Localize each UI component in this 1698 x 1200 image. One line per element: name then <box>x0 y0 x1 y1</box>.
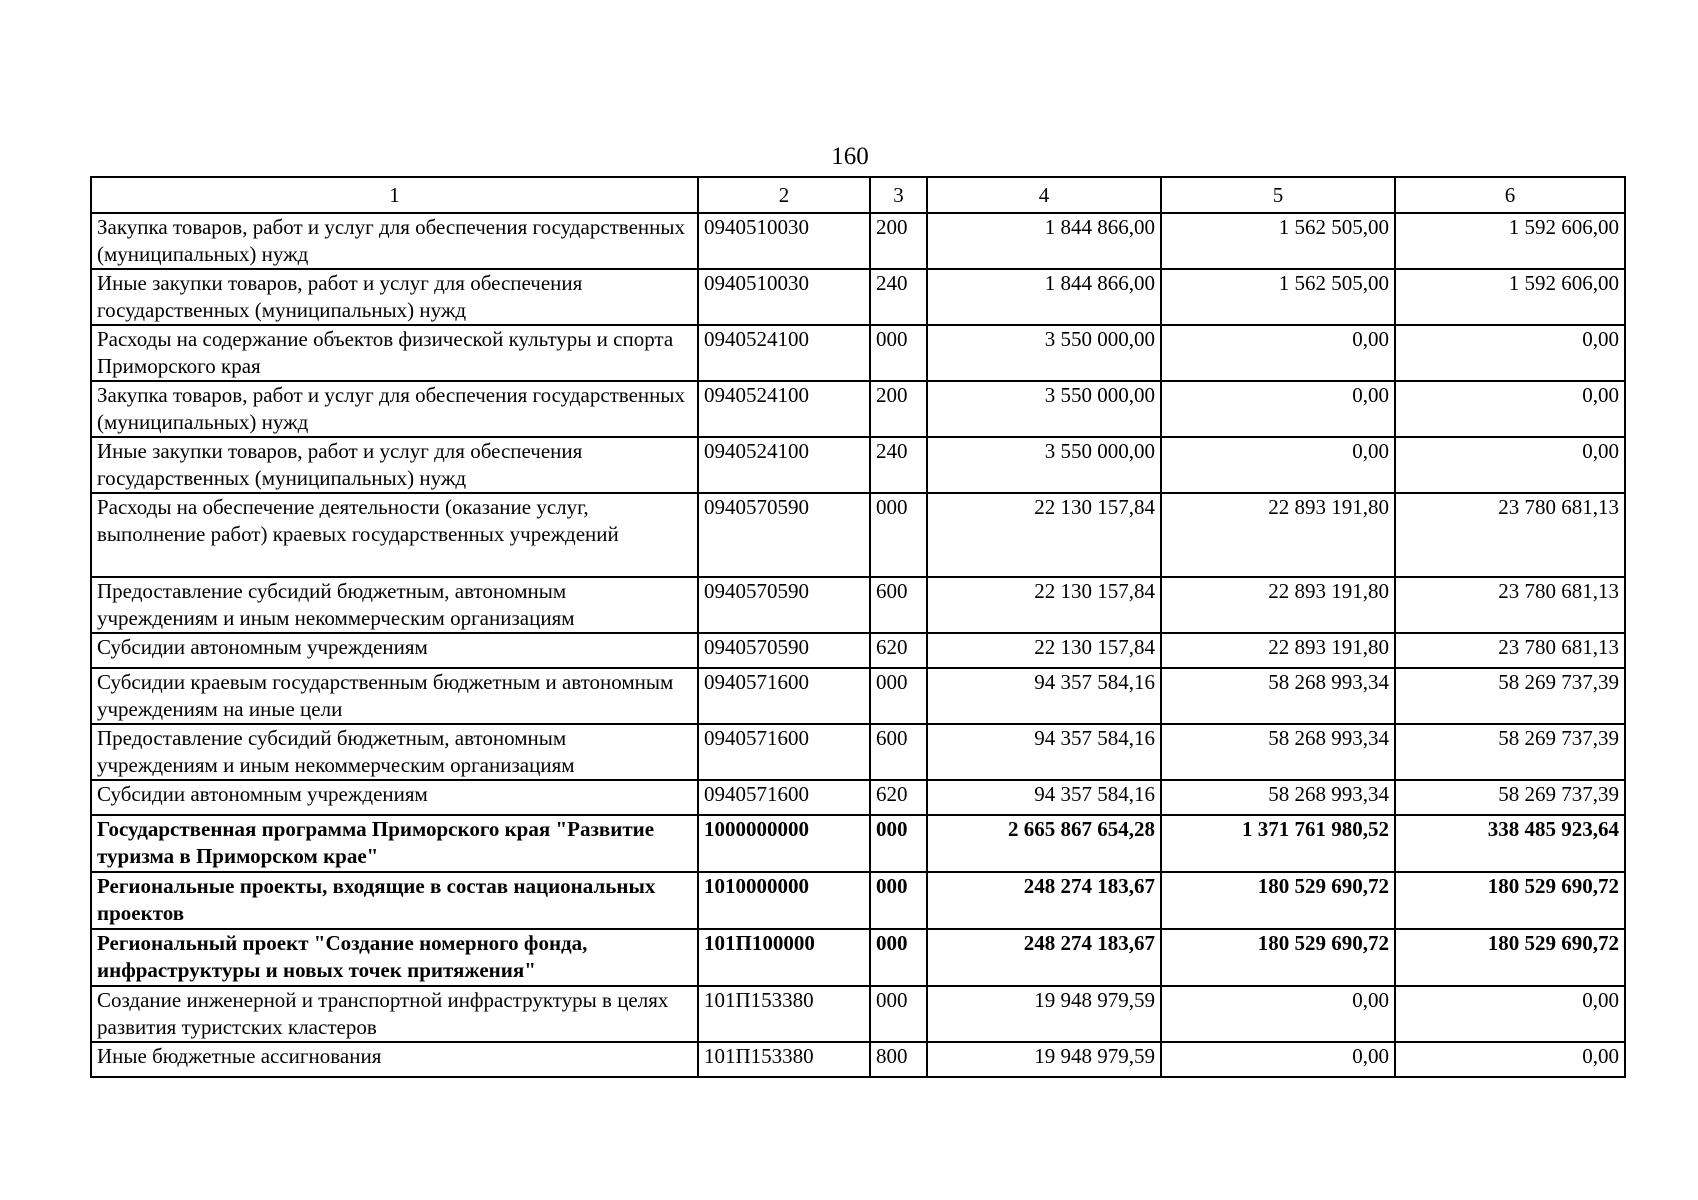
column-header: 5 <box>1161 177 1395 213</box>
row-value-col4-cell: 19 948 979,59 <box>927 1042 1161 1077</box>
row-value-col6-cell: 58 269 737,39 <box>1395 724 1625 780</box>
row-value-col4-cell: 94 357 584,16 <box>927 668 1161 724</box>
row-value-col6-cell: 180 529 690,72 <box>1395 872 1625 929</box>
row-code-cell: 0940571600 <box>698 668 870 724</box>
row-code-cell: 101П153380 <box>698 1042 870 1077</box>
table-header-row <box>91 177 1625 213</box>
table-row <box>91 381 1625 437</box>
table-row <box>91 493 1625 577</box>
row-type-cell: 200 <box>870 381 927 437</box>
row-type-cell: 000 <box>870 815 927 872</box>
row-code-cell: 0940524100 <box>698 437 870 493</box>
table-row <box>91 668 1625 724</box>
row-type-cell: 240 <box>870 437 927 493</box>
row-name-cell: Иные закупки товаров, работ и услуг для обеспечения государственных (муниципальных) нужд <box>91 437 698 493</box>
row-value-col6-cell: 0,00 <box>1395 381 1625 437</box>
table-row <box>91 986 1625 1042</box>
row-type-cell: 600 <box>870 724 927 780</box>
row-name-cell: Иные закупки товаров, работ и услуг для обеспечения государственных (муниципальных) нужд <box>91 269 698 325</box>
row-name-cell: Предоставление субсидий бюджетным, автономным учреждениям и иным некоммерческим организациям <box>91 577 698 633</box>
row-value-col4-cell: 19 948 979,59 <box>927 986 1161 1042</box>
row-value-col4-cell: 248 274 183,67 <box>927 929 1161 986</box>
row-name-cell: Иные бюджетные ассигнования <box>91 1042 698 1077</box>
row-name-cell: Создание инженерной и транспортной инфраструктуры в целях развития туристских кластеров <box>91 986 698 1042</box>
row-value-col4-cell: 3 550 000,00 <box>927 325 1161 381</box>
budget-table <box>90 176 1626 1078</box>
row-value-col5-cell: 58 268 993,34 <box>1161 724 1395 780</box>
table-body <box>91 213 1625 1077</box>
row-value-col4-cell: 22 130 157,84 <box>927 633 1161 668</box>
row-code-cell: 0940570590 <box>698 493 870 577</box>
table-row <box>91 213 1625 269</box>
row-value-col4-cell: 3 550 000,00 <box>927 381 1161 437</box>
row-value-col5-cell: 180 529 690,72 <box>1161 872 1395 929</box>
row-value-col5-cell: 1 562 505,00 <box>1161 213 1395 269</box>
row-type-cell: 000 <box>870 986 927 1042</box>
row-value-col4-cell: 22 130 157,84 <box>927 493 1161 577</box>
row-value-col5-cell: 1 371 761 980,52 <box>1161 815 1395 872</box>
table-row <box>91 724 1625 780</box>
row-value-col5-cell: 180 529 690,72 <box>1161 929 1395 986</box>
row-code-cell: 0940570590 <box>698 577 870 633</box>
row-value-col5-cell: 22 893 191,80 <box>1161 493 1395 577</box>
row-value-col5-cell: 0,00 <box>1161 437 1395 493</box>
row-value-col6-cell: 1 592 606,00 <box>1395 213 1625 269</box>
row-value-col4-cell: 3 550 000,00 <box>927 437 1161 493</box>
row-type-cell: 200 <box>870 213 927 269</box>
row-name-cell: Субсидии автономным учреждениям <box>91 780 698 815</box>
row-value-col6-cell: 0,00 <box>1395 325 1625 381</box>
row-type-cell: 620 <box>870 780 927 815</box>
row-code-cell: 0940571600 <box>698 780 870 815</box>
row-code-cell: 0940570590 <box>698 633 870 668</box>
table-row <box>91 437 1625 493</box>
row-value-col5-cell: 58 268 993,34 <box>1161 780 1395 815</box>
column-header: 2 <box>698 177 870 213</box>
row-value-col6-cell: 23 780 681,13 <box>1395 633 1625 668</box>
row-name-cell: Субсидии краевым государственным бюджетным и автономным учреждениям на иные цели <box>91 668 698 724</box>
row-value-col6-cell: 0,00 <box>1395 1042 1625 1077</box>
table-row <box>91 1042 1625 1077</box>
row-name-cell: Региональный проект "Создание номерного фонда, инфраструктуры и новых точек притяжения" <box>91 929 698 986</box>
row-type-cell: 000 <box>870 493 927 577</box>
row-value-col5-cell: 22 893 191,80 <box>1161 633 1395 668</box>
row-type-cell: 000 <box>870 872 927 929</box>
row-value-col5-cell: 1 562 505,00 <box>1161 269 1395 325</box>
row-name-cell: Расходы на обеспечение деятельности (оказание услуг, выполнение работ) краевых государственных учреждений <box>91 493 698 577</box>
row-name-cell: Субсидии автономным учреждениям <box>91 633 698 668</box>
row-code-cell: 0940524100 <box>698 381 870 437</box>
row-type-cell: 600 <box>870 577 927 633</box>
row-value-col5-cell: 0,00 <box>1161 325 1395 381</box>
page-number: 160 <box>831 143 869 170</box>
row-name-cell: Закупка товаров, работ и услуг для обеспечения государственных (муниципальных) нужд <box>91 213 698 269</box>
row-value-col4-cell: 22 130 157,84 <box>927 577 1161 633</box>
row-value-col4-cell: 248 274 183,67 <box>927 872 1161 929</box>
row-value-col5-cell: 0,00 <box>1161 1042 1395 1077</box>
row-value-col6-cell: 23 780 681,13 <box>1395 577 1625 633</box>
row-code-cell: 101П100000 <box>698 929 870 986</box>
row-name-cell: Региональные проекты, входящие в состав национальных проектов <box>91 872 698 929</box>
row-value-col6-cell: 0,00 <box>1395 986 1625 1042</box>
table-row <box>91 577 1625 633</box>
row-type-cell: 800 <box>870 1042 927 1077</box>
row-value-col5-cell: 0,00 <box>1161 986 1395 1042</box>
row-value-col4-cell: 1 844 866,00 <box>927 269 1161 325</box>
row-value-col5-cell: 22 893 191,80 <box>1161 577 1395 633</box>
row-name-cell: Закупка товаров, работ и услуг для обеспечения государственных (муниципальных) нужд <box>91 381 698 437</box>
row-value-col5-cell: 0,00 <box>1161 381 1395 437</box>
table-row <box>91 929 1625 986</box>
row-name-cell: Предоставление субсидий бюджетным, автономным учреждениям и иным некоммерческим организациям <box>91 724 698 780</box>
row-code-cell: 1000000000 <box>698 815 870 872</box>
table-row <box>91 780 1625 815</box>
column-header: 4 <box>927 177 1161 213</box>
table-row <box>91 815 1625 872</box>
row-value-col5-cell: 58 268 993,34 <box>1161 668 1395 724</box>
column-header: 1 <box>91 177 698 213</box>
row-value-col6-cell: 1 592 606,00 <box>1395 269 1625 325</box>
row-type-cell: 000 <box>870 929 927 986</box>
row-code-cell: 0940571600 <box>698 724 870 780</box>
row-value-col4-cell: 1 844 866,00 <box>927 213 1161 269</box>
row-value-col6-cell: 23 780 681,13 <box>1395 493 1625 577</box>
row-type-cell: 620 <box>870 633 927 668</box>
row-value-col6-cell: 58 269 737,39 <box>1395 780 1625 815</box>
row-type-cell: 000 <box>870 668 927 724</box>
row-type-cell: 240 <box>870 269 927 325</box>
table-row <box>91 269 1625 325</box>
row-value-col6-cell: 338 485 923,64 <box>1395 815 1625 872</box>
row-value-col4-cell: 94 357 584,16 <box>927 780 1161 815</box>
column-header: 6 <box>1395 177 1625 213</box>
row-name-cell: Государственная программа Приморского края "Развитие туризма в Приморском крае" <box>91 815 698 872</box>
table-row <box>91 325 1625 381</box>
row-type-cell: 000 <box>870 325 927 381</box>
table-row <box>91 872 1625 929</box>
row-value-col4-cell: 94 357 584,16 <box>927 724 1161 780</box>
row-value-col4-cell: 2 665 867 654,28 <box>927 815 1161 872</box>
row-code-cell: 0940510030 <box>698 269 870 325</box>
row-code-cell: 0940510030 <box>698 213 870 269</box>
column-header: 3 <box>870 177 927 213</box>
row-code-cell: 101П153380 <box>698 986 870 1042</box>
row-value-col6-cell: 58 269 737,39 <box>1395 668 1625 724</box>
row-code-cell: 1010000000 <box>698 872 870 929</box>
row-value-col6-cell: 0,00 <box>1395 437 1625 493</box>
row-name-cell: Расходы на содержание объектов физической культуры и спорта Приморского края <box>91 325 698 381</box>
table-row <box>91 633 1625 668</box>
row-code-cell: 0940524100 <box>698 325 870 381</box>
row-value-col6-cell: 180 529 690,72 <box>1395 929 1625 986</box>
